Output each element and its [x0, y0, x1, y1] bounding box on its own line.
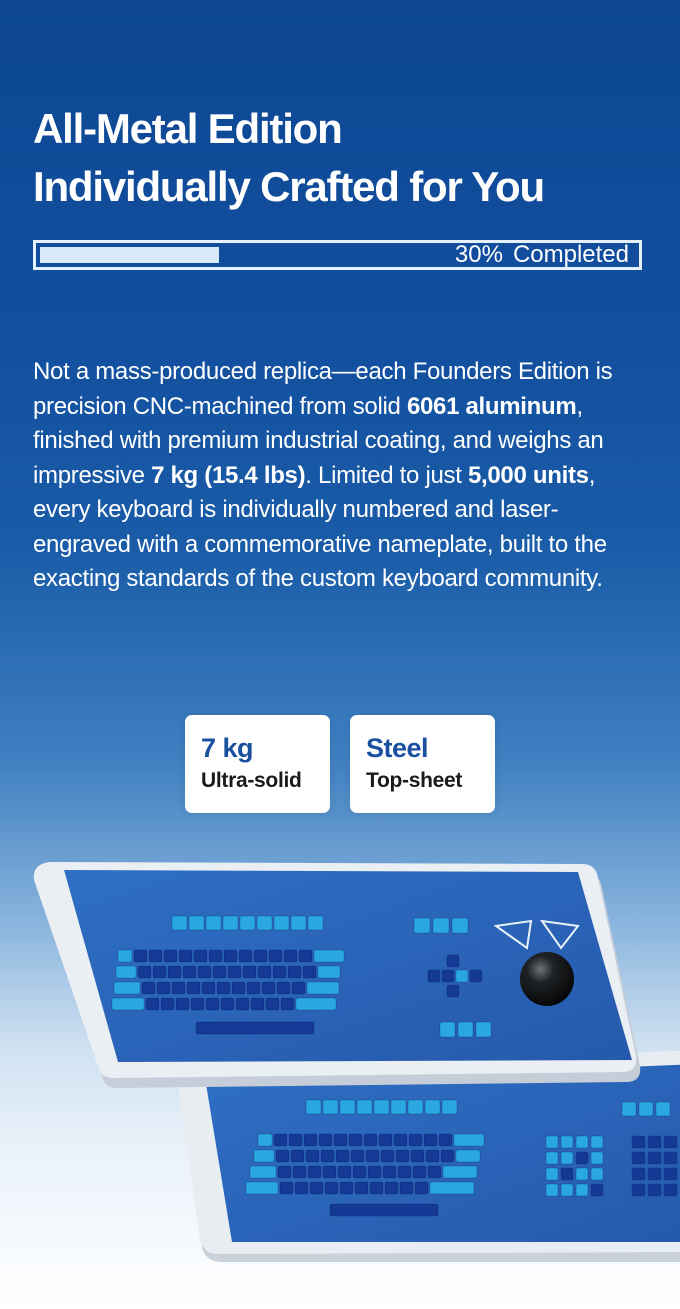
- keycap-icon: [336, 1150, 349, 1162]
- keycap-icon: [198, 966, 211, 978]
- progress-percent: 30%: [454, 241, 503, 268]
- keycap-icon: [561, 1152, 573, 1164]
- keycap-icon: [648, 1136, 661, 1148]
- keycap-icon: [411, 1150, 424, 1162]
- keycap-icon: [632, 1184, 645, 1196]
- progress-fill: [40, 247, 219, 263]
- title-line-2: Individually Crafted for You: [33, 163, 544, 210]
- keycap-icon: [456, 970, 468, 982]
- keycap-icon: [398, 1166, 411, 1178]
- keycap-icon: [447, 955, 459, 967]
- page-title: [33, 100, 544, 216]
- keycap-icon: [280, 1182, 293, 1194]
- keycap-icon: [576, 1152, 588, 1164]
- keycap-icon: [246, 1182, 278, 1194]
- keycap-icon: [276, 1150, 289, 1162]
- keycap-icon: [576, 1136, 588, 1148]
- keycap-icon: [291, 1150, 304, 1162]
- keycap-icon: [114, 982, 140, 994]
- keycap-icon: [639, 1102, 653, 1116]
- trackball-icon: [520, 952, 574, 1006]
- keycap-icon: [622, 1102, 636, 1116]
- keycap-icon: [293, 1166, 306, 1178]
- keycap-icon: [310, 1182, 323, 1194]
- keycap-icon: [323, 1100, 338, 1114]
- keycap-icon: [146, 998, 159, 1010]
- keycap-icon: [452, 918, 468, 933]
- stat-value: 7 kg: [201, 733, 254, 763]
- keycap-icon: [304, 1134, 317, 1146]
- keycap-icon: [306, 1100, 321, 1114]
- keycap-icon: [394, 1134, 407, 1146]
- keycap-icon: [138, 966, 151, 978]
- keycap-icon: [306, 1150, 319, 1162]
- keycap-icon: [340, 1100, 355, 1114]
- keycap-icon: [447, 985, 459, 997]
- keycap-icon: [251, 998, 264, 1010]
- keycap-icon: [213, 966, 226, 978]
- keycap-icon: [546, 1184, 558, 1196]
- keycap-icon: [413, 1166, 426, 1178]
- keycap-icon: [664, 1152, 677, 1164]
- keycap-icon: [288, 966, 301, 978]
- desc-bold-units: 5,000 units: [467, 461, 589, 489]
- keycap-icon: [664, 1168, 677, 1180]
- keycap-icon: [476, 1022, 491, 1037]
- desc-bold-weight: 7 kg (15.4 lbs): [151, 461, 306, 489]
- keycap-icon: [239, 950, 252, 962]
- keycap-icon: [299, 950, 312, 962]
- keycap-icon: [318, 966, 340, 978]
- keycap-icon: [428, 1166, 441, 1178]
- keycap-icon: [443, 1166, 477, 1178]
- keycap-icon: [258, 966, 271, 978]
- keycap-icon: [426, 1150, 439, 1162]
- keycap-icon: [338, 1166, 351, 1178]
- keycap-icon: [357, 1100, 372, 1114]
- keycap-icon: [323, 1166, 336, 1178]
- title-line-1: All-Metal Edition: [33, 105, 342, 152]
- keycap-icon: [296, 998, 336, 1010]
- keycap-icon: [425, 1100, 440, 1114]
- stat-label: Top-sheet: [366, 769, 463, 792]
- keycap-icon: [284, 950, 297, 962]
- progress-bar: [33, 240, 642, 270]
- keycap-icon: [274, 1134, 287, 1146]
- keycap-icon: [254, 950, 267, 962]
- keycap-icon: [161, 998, 174, 1010]
- keycap-icon: [274, 916, 289, 930]
- keycap-icon: [330, 1204, 438, 1216]
- keycap-icon: [546, 1168, 558, 1180]
- keycap-icon: [383, 1166, 396, 1178]
- keycap-icon: [116, 966, 136, 978]
- keycap-icon: [319, 1134, 332, 1146]
- product-description: [33, 355, 653, 597]
- desc-text-1: Not a mass-produced replica—each Founders Edition is precision CNC-machined from solid: [33, 358, 613, 420]
- keycap-icon: [334, 1134, 347, 1146]
- keycap-icon: [281, 998, 294, 1010]
- keycap-icon: [308, 1166, 321, 1178]
- keycap-icon: [308, 916, 323, 930]
- keycap-icon: [408, 1100, 423, 1114]
- keycap-icon: [243, 966, 256, 978]
- keycap-icon: [385, 1182, 398, 1194]
- keycap-icon: [546, 1136, 558, 1148]
- keycap-icon: [149, 950, 162, 962]
- keycap-icon: [409, 1134, 422, 1146]
- keycap-icon: [353, 1166, 366, 1178]
- keycap-icon: [183, 966, 196, 978]
- keycap-icon: [454, 1134, 484, 1146]
- keycap-icon: [291, 916, 306, 930]
- keycap-icon: [364, 1134, 377, 1146]
- keycap-icon: [648, 1184, 661, 1196]
- keycap-icon: [370, 1182, 383, 1194]
- keycap-icon: [340, 1182, 353, 1194]
- keycap-icon: [292, 982, 305, 994]
- keycap-icon: [142, 982, 155, 994]
- keycap-icon: [269, 950, 282, 962]
- keycap-icon: [189, 916, 204, 930]
- keycap-icon: [379, 1134, 392, 1146]
- progress-label: [445, 243, 629, 267]
- stat-card-material: [350, 715, 495, 813]
- keycap-icon: [247, 982, 260, 994]
- keycap-icon: [303, 966, 316, 978]
- stat-card-weight: [185, 715, 330, 813]
- keycap-icon: [112, 998, 144, 1010]
- keycap-icon: [172, 982, 185, 994]
- keycap-icon: [164, 950, 177, 962]
- keycap-icon: [561, 1184, 573, 1196]
- keyboard-product-image: [0, 850, 680, 1290]
- keycap-icon: [153, 966, 166, 978]
- keycap-icon: [254, 1150, 274, 1162]
- keycap-icon: [202, 982, 215, 994]
- keycap-icon: [576, 1168, 588, 1180]
- keycap-icon: [632, 1168, 645, 1180]
- desc-text-2: , finished with premium industrial coating, and weighs an impressive: [33, 392, 604, 489]
- keycap-icon: [314, 950, 344, 962]
- keycap-icon: [217, 982, 230, 994]
- keycap-icon: [561, 1136, 573, 1148]
- keycap-icon: [187, 982, 200, 994]
- keycap-icon: [223, 916, 238, 930]
- keycap-icon: [433, 918, 449, 933]
- keycap-icon: [576, 1184, 588, 1196]
- keyboard-front: [34, 862, 640, 1088]
- keycap-icon: [221, 998, 234, 1010]
- progress-status: Completed: [512, 241, 629, 268]
- keycap-icon: [648, 1152, 661, 1164]
- keycap-icon: [374, 1100, 389, 1114]
- keycap-icon: [456, 1150, 480, 1162]
- keycap-icon: [632, 1152, 645, 1164]
- keycap-icon: [591, 1152, 603, 1164]
- keycap-icon: [664, 1184, 677, 1196]
- keycap-icon: [118, 950, 132, 962]
- keycap-icon: [428, 970, 440, 982]
- desc-text-3: . Limited to just: [305, 461, 468, 489]
- keycap-icon: [591, 1136, 603, 1148]
- keycap-icon: [266, 998, 279, 1010]
- stat-value: Steel: [366, 733, 429, 763]
- keycap-icon: [442, 970, 454, 982]
- keycap-icon: [366, 1150, 379, 1162]
- keycap-icon: [277, 982, 290, 994]
- keycap-icon: [439, 1134, 452, 1146]
- keycap-icon: [157, 982, 170, 994]
- keycap-icon: [400, 1182, 413, 1194]
- keycap-icon: [257, 916, 272, 930]
- keycap-icon: [368, 1166, 381, 1178]
- keycap-icon: [258, 1134, 272, 1146]
- keycap-icon: [351, 1150, 364, 1162]
- keycap-icon: [209, 950, 222, 962]
- keycap-icon: [176, 998, 189, 1010]
- keycap-icon: [414, 918, 430, 933]
- keycap-icon: [424, 1134, 437, 1146]
- keycap-icon: [240, 916, 255, 930]
- keycap-icon: [591, 1184, 603, 1196]
- keycap-icon: [206, 916, 221, 930]
- desc-bold-material: 6061 aluminum: [406, 392, 577, 420]
- keycap-icon: [273, 966, 286, 978]
- keycap-icon: [250, 1166, 276, 1178]
- keycap-icon: [381, 1150, 394, 1162]
- keycap-icon: [656, 1102, 670, 1116]
- keycap-icon: [430, 1182, 474, 1194]
- keycap-icon: [391, 1100, 406, 1114]
- keycap-icon: [440, 1022, 455, 1037]
- desc-text-4: , every keyboard is individually numbered and laser-engraved with a commemorative nameplate, built to the exacting standards of the custom keyboard community.: [33, 461, 607, 592]
- keycap-icon: [591, 1168, 603, 1180]
- keycap-icon: [546, 1152, 558, 1164]
- keycap-icon: [172, 916, 187, 930]
- keycap-icon: [134, 950, 147, 962]
- keycap-icon: [561, 1168, 573, 1180]
- keycap-icon: [442, 1100, 457, 1114]
- keycap-icon: [232, 982, 245, 994]
- keycap-icon: [307, 982, 339, 994]
- keycap-icon: [228, 966, 241, 978]
- keycap-icon: [458, 1022, 473, 1037]
- keycap-icon: [236, 998, 249, 1010]
- keycap-icon: [194, 950, 207, 962]
- keycap-icon: [278, 1166, 291, 1178]
- keycap-icon: [262, 982, 275, 994]
- keycap-icon: [648, 1168, 661, 1180]
- keycap-icon: [179, 950, 192, 962]
- keycap-icon: [470, 970, 482, 982]
- keycap-icon: [168, 966, 181, 978]
- keycap-icon: [355, 1182, 368, 1194]
- keycap-icon: [206, 998, 219, 1010]
- keycap-icon: [349, 1134, 362, 1146]
- keycap-icon: [325, 1182, 338, 1194]
- keycap-icon: [396, 1150, 409, 1162]
- keycap-icon: [441, 1150, 454, 1162]
- keycap-icon: [224, 950, 237, 962]
- keycap-icon: [632, 1136, 645, 1148]
- keycap-icon: [289, 1134, 302, 1146]
- keycap-icon: [415, 1182, 428, 1194]
- keycap-icon: [196, 1022, 314, 1034]
- stat-label: Ultra-solid: [201, 769, 302, 792]
- keycap-icon: [664, 1136, 677, 1148]
- keycap-icon: [321, 1150, 334, 1162]
- keycap-icon: [191, 998, 204, 1010]
- keycap-icon: [295, 1182, 308, 1194]
